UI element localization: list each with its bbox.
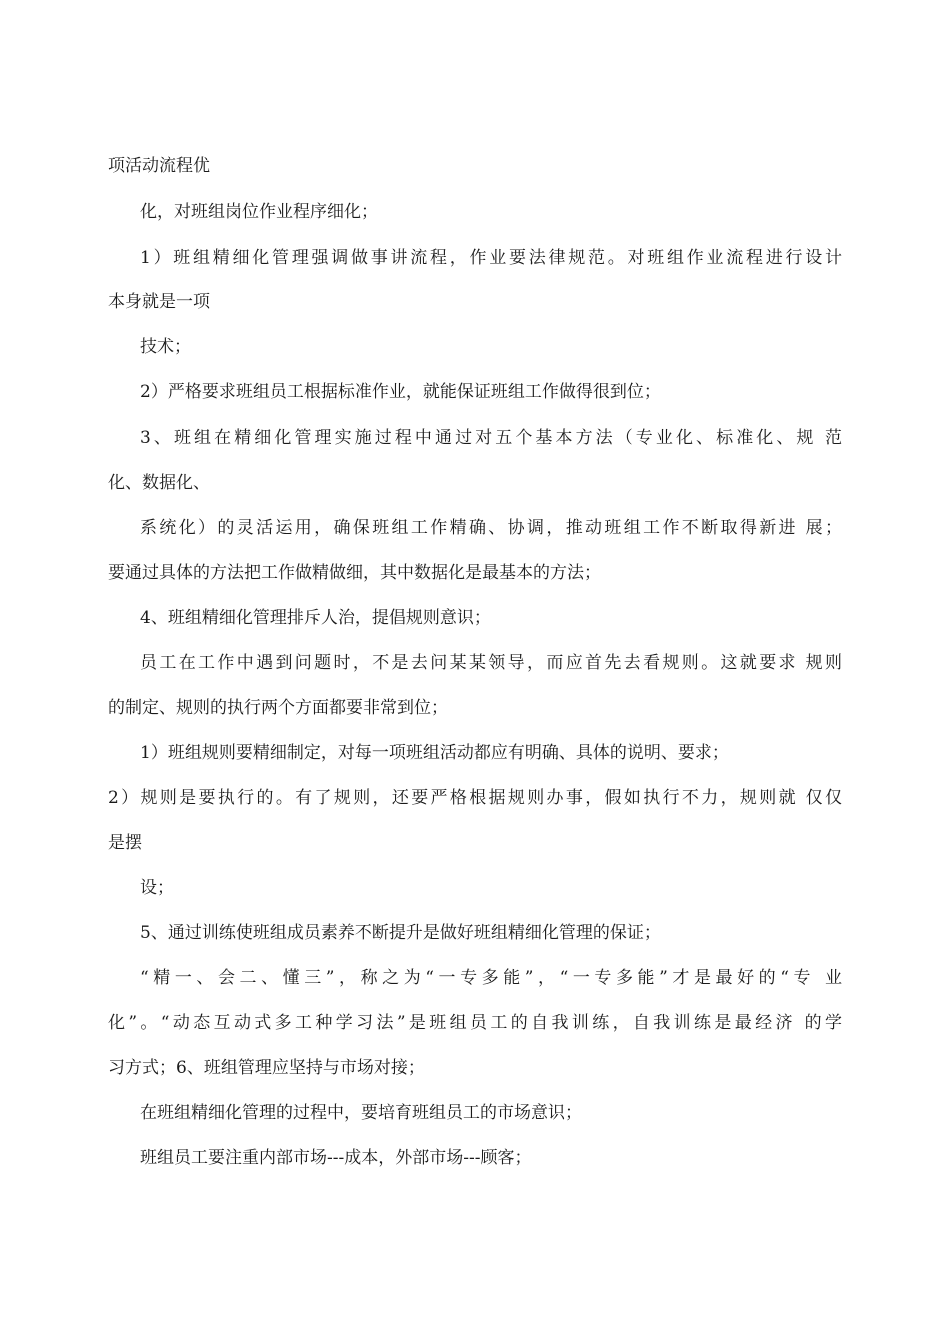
text-line-9: 系统化）的灵活运用，确保班组工作精确、协调，推动班组工作不断取得新进 展； xyxy=(140,518,842,538)
text-line-16: 是摆 xyxy=(108,833,142,853)
text-line-8: 化、数据化、 xyxy=(108,473,210,493)
text-line-5: 技术； xyxy=(140,337,191,357)
text-line-15: 2）规则是要执行的。有了规则，还要严格根据规则办事，假如执行不力，规则就 仅仅 xyxy=(108,788,842,808)
text-line-6: 2）严格要求班组员工根据标准作业，就能保证班组工作做得很到位； xyxy=(140,382,661,402)
text-line-19: “精一、会二、懂三”，称之为“一专多能”，“一专多能”才是最好的“专 业 xyxy=(140,968,842,988)
text-line-20: 化”。“动态互动式多工种学习法”是班组员工的自我训练，自我训练是最经济 的学 xyxy=(108,1013,842,1033)
text-line-23: 班组员工要注重内部市场---成本，外部市场---顾客； xyxy=(140,1148,532,1168)
text-line-10: 要通过具体的方法把工作做精做细，其中数据化是最基本的方法； xyxy=(108,563,601,583)
text-line-11: 4、班组精细化管理排斥人治，提倡规则意识； xyxy=(140,608,491,628)
text-line-1: 项活动流程优 xyxy=(108,156,210,176)
text-line-7: 3、班组在精细化管理实施过程中通过对五个基本方法（专业化、标准化、规 范 xyxy=(140,428,842,448)
text-line-13: 的制定、规则的执行两个方面都要非常到位； xyxy=(108,698,448,718)
text-line-3: 1）班组精细化管理强调做事讲流程，作业要法律规范。对班组作业流程进行设计 xyxy=(140,248,842,268)
text-line-14: 1）班组规则要精细制定，对每一项班组活动都应有明确、具体的说明、要求； xyxy=(140,743,729,763)
text-line-12: 员工在工作中遇到问题时，不是去问某某领导，而应首先去看规则。这就要求 规则 xyxy=(140,653,842,673)
text-line-22: 在班组精细化管理的过程中，要培育班组员工的市场意识； xyxy=(140,1103,582,1123)
text-line-18: 5、通过训练使班组成员素养不断提升是做好班组精细化管理的保证； xyxy=(140,923,661,943)
text-line-17: 设； xyxy=(140,878,174,898)
text-line-21: 习方式；6、班组管理应坚持与市场对接； xyxy=(108,1058,425,1078)
text-line-2: 化，对班组岗位作业程序细化； xyxy=(140,202,378,222)
text-line-4: 本身就是一项 xyxy=(108,292,210,312)
